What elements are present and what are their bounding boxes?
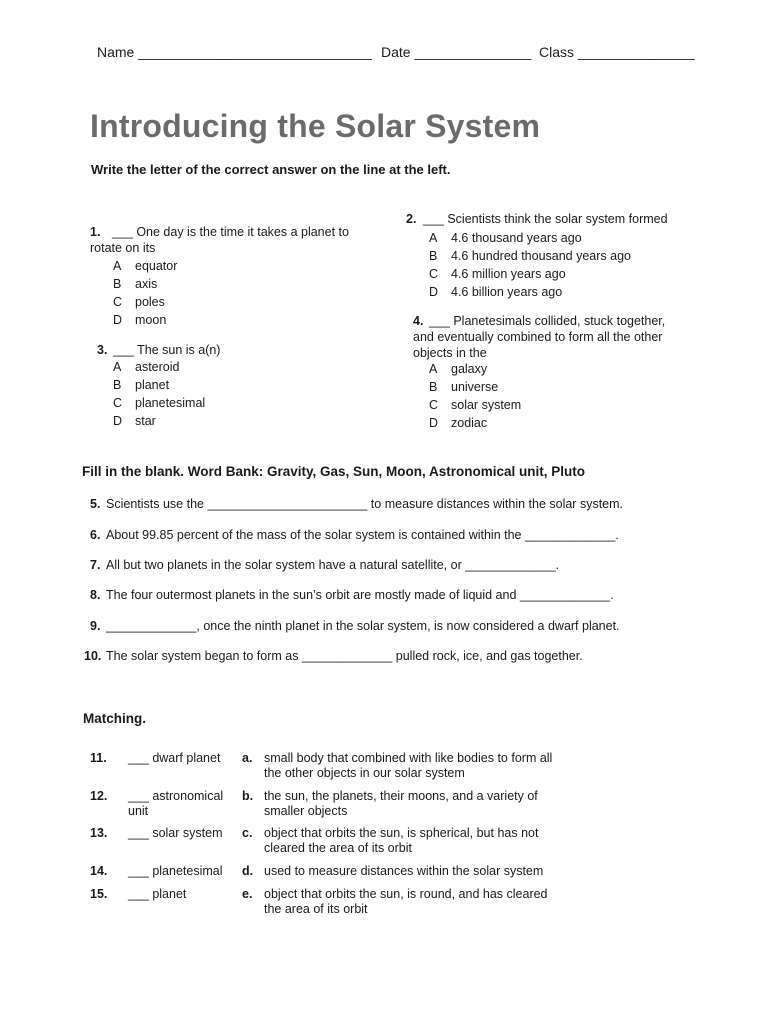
- fill-in-heading: Fill in the blank. Word Bank: Gravity, Gas, Sun, Moon, Astronomical unit, Pluto: [82, 464, 586, 479]
- option: D zodiac: [429, 416, 488, 430]
- question-2: [406, 211, 706, 227]
- option: A asteroid: [113, 360, 180, 374]
- option: A equator: [113, 259, 178, 273]
- option: B axis: [113, 277, 158, 291]
- question-number: 3.: [97, 343, 108, 357]
- matching-row: 11. ___ dwarf planet a. small body that combined with like bodies to form all the other objects in our solar system: [90, 751, 553, 780]
- matching-row: 15. ___ planet e. object that orbits the sun, is round, and has cleared the area of its orbit: [90, 887, 548, 916]
- question-2-options: [429, 229, 631, 301]
- name-label: Name: [97, 44, 135, 60]
- option: C planetesimal: [113, 396, 206, 410]
- question-number: 2.: [406, 212, 417, 226]
- fill-question-6: 6. About 99.85 percent of the mass of the solar system is contained within the _____________.: [90, 528, 619, 542]
- option: A 4.6 thousand years ago: [429, 231, 582, 245]
- fill-question-8: 8. The four outermost planets in the sun’s orbit are mostly made of liquid and _____________.: [90, 588, 614, 602]
- fill-question-7: 7. All but two planets in the solar system have a natural satellite, or _____________.: [90, 558, 560, 572]
- question-4-options: [429, 360, 521, 432]
- option: C solar system: [429, 398, 522, 412]
- option: B 4.6 hundred thousand years ago: [429, 249, 631, 263]
- option: D 4.6 billion years ago: [429, 285, 563, 299]
- option: B universe: [429, 380, 499, 394]
- instructions: Write the letter of the correct answer on the line at the left.: [91, 162, 451, 177]
- question-1-options: [113, 257, 177, 329]
- matching-row: 14. ___ planetesimal d. used to measure distances within the solar system: [90, 864, 544, 878]
- date-line[interactable]: _______________: [414, 44, 532, 60]
- matching-heading: Matching.: [83, 711, 146, 726]
- option: C poles: [113, 295, 165, 309]
- page-title: Introducing the Solar System: [90, 108, 541, 144]
- question-text: ___ Scientists think the solar system formed: [423, 212, 668, 226]
- question-number: 1.: [90, 225, 101, 239]
- option: A galaxy: [429, 362, 488, 376]
- question-3-options: [113, 358, 205, 430]
- question-3: [97, 342, 357, 358]
- class-label: Class: [539, 44, 575, 60]
- class-line[interactable]: _______________: [577, 44, 695, 60]
- question-text: ___ The sun is a(n): [113, 343, 221, 357]
- fill-question-5: 5. Scientists use the _______________________ to measure distances within the solar system.: [90, 497, 623, 511]
- fill-question-10: 10. The solar system began to form as _____________ pulled rock, ice, and gas together.: [84, 649, 583, 663]
- question-text: ___ One day is the time it takes a planet to rotate on its: [90, 225, 349, 255]
- option: D moon: [113, 313, 167, 327]
- name-line[interactable]: ______________________________: [138, 44, 372, 60]
- matching-row: 13. ___ solar system c. object that orbits the sun, is spherical, but has not cleared the area of its orbit: [90, 826, 539, 855]
- option: C 4.6 million years ago: [429, 267, 566, 281]
- question-1: [90, 224, 360, 256]
- question-number: 4.: [413, 314, 424, 328]
- name-field[interactable]: [97, 44, 372, 60]
- class-field[interactable]: [539, 44, 695, 60]
- option: D star: [113, 414, 156, 428]
- fill-question-9: 9. _____________, once the ninth planet in the solar system, is now considered a dwarf planet.: [90, 619, 620, 633]
- matching-row: 12. ___ astronomical unit b. the sun, the planets, their moons, and a variety of smaller objects: [90, 789, 538, 818]
- question-text: ___ Planetesimals collided, stuck together, and eventually combined to form all the other objects in the: [413, 314, 666, 360]
- date-field[interactable]: [381, 44, 531, 60]
- option: B planet: [113, 378, 170, 392]
- date-label: Date: [381, 44, 411, 60]
- question-4: [413, 313, 681, 361]
